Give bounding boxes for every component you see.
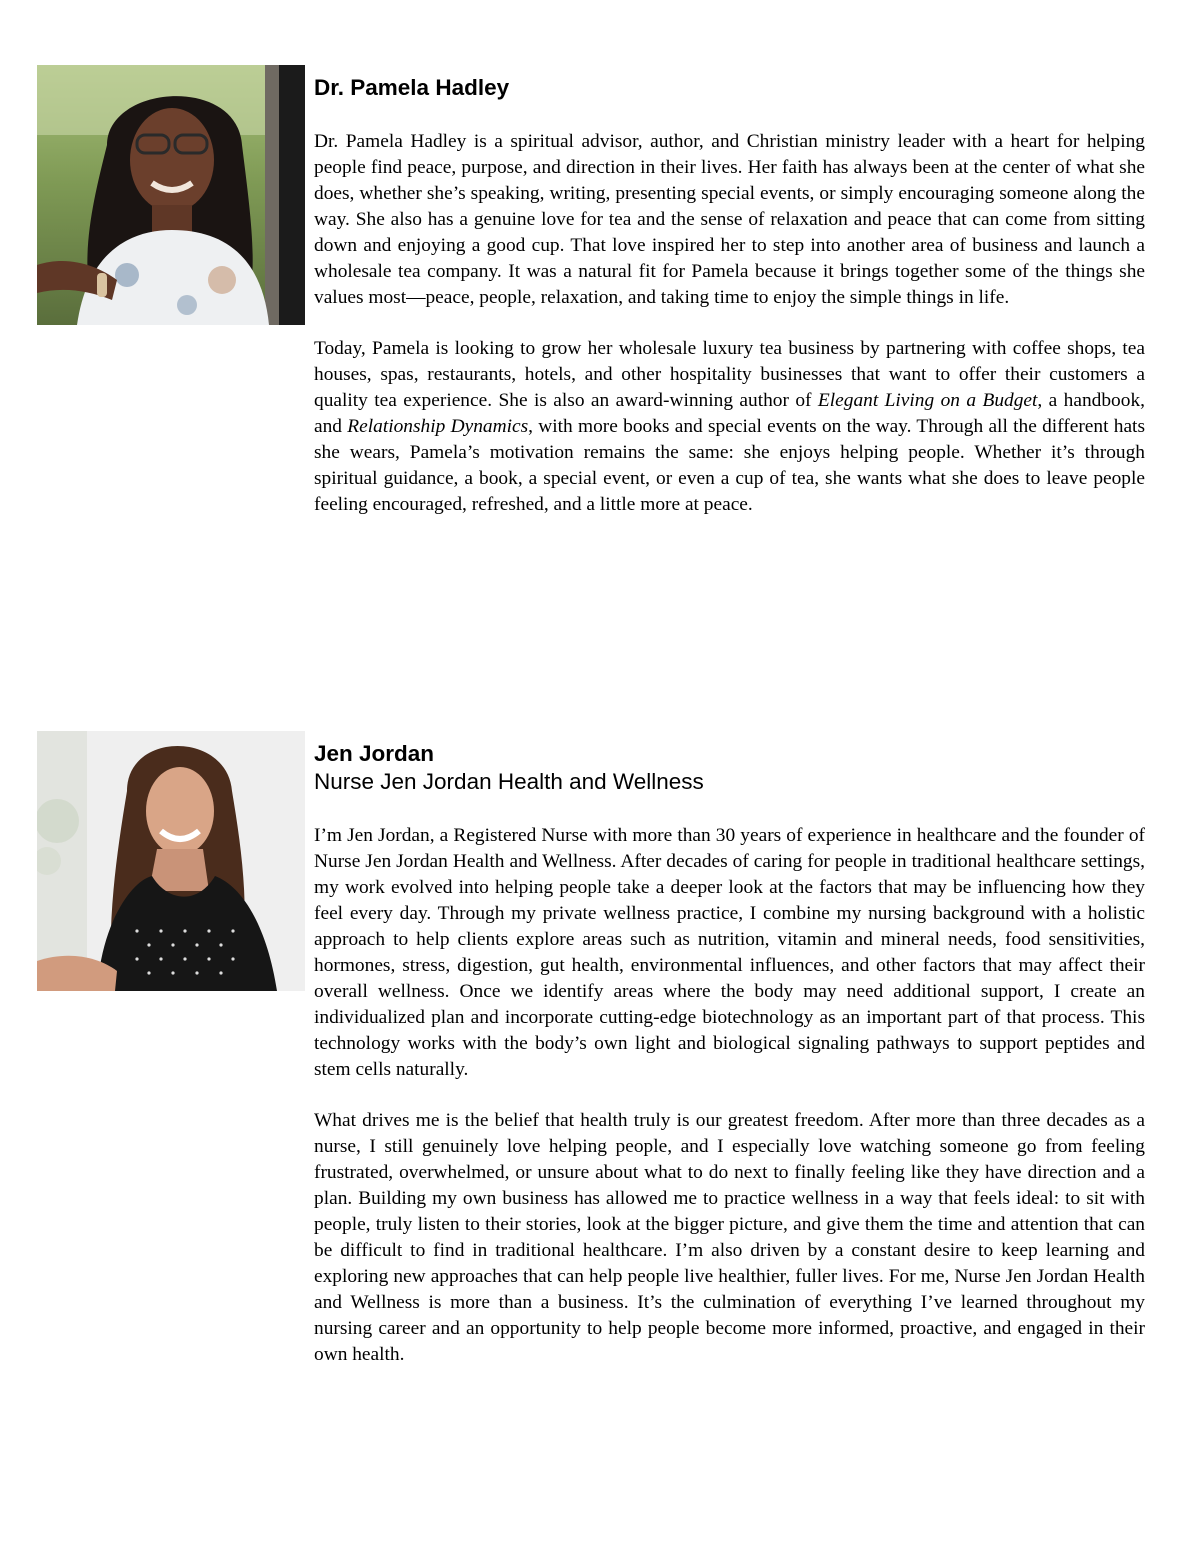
bio-paragraph-2: What drives me is the belief that health truly is our greatest freedom. After more than three decades as a nurse, I still genuinely love helping people, and I especially love watching someone go from feeling frustrated, overwhelmed, or unsure about what to do next to finally feeling like they have direction and a plan. Building my own business has allowed me to practice wellness in a way that feels ideal: to sit with people, truly listen to their stories, look at the bigger picture, and give them the time and attention that can be difficult to find in traditional healthcare. I’m also driven by a constant desire to keep learning and exploring new approaches that can help people live healthier, fuller lives. For me, Nurse Jen Jordan Health and Wellness is more than a business. It’s the culmination of everything I’ve learned throughout my nursing career and an opportunity to help people become more informed, proactive, and engaged in their own health. xyxy=(314,1110,1145,1365)
profile-photo xyxy=(37,65,305,325)
profile-name: Dr. Pamela Hadley xyxy=(314,75,510,100)
book-title: Relationship Dynamics xyxy=(347,416,529,437)
bio-paragraph-1: Dr. Pamela Hadley is a spiritual advisor, author, and Christian ministry leader with a heart for helping people find peace, purpose, and direction in their lives. Her faith has always been at the center of what she does, whether she’s speaking, writing, presenting special events, or simply encouraging someone along the way. She also has a genuine love for tea and the sense of relaxation and peace that can come from sitting down and enjoying a good cup. That love inspired her to step into another area of business and launch a wholesale tea company. It was a natural fit for Pamela because it brings together some of the things she values most—peace, people, relaxation, and taking time to enjoy the simple things in life. xyxy=(314,131,1145,308)
profile-name: Jen Jordan xyxy=(314,741,435,766)
bio-text: Today, Pamela is looking to grow her wholesale luxury tea business by partnering with coffee shops, tea houses, spas, restaurants, hotels, and other hospitality businesses that want to offer their customers a quality tea experience. She is also an award-winning author of xyxy=(314,338,1145,411)
bio-paragraph-1: I’m Jen Jordan, a Registered Nurse with more than 30 years of experience in healthcare and the founder of Nurse Jen Jordan Health and Wellness. After decades of caring for people in traditional healthcare settings, my work evolved into helping people take a deeper look at the factors that may be influencing how they feel every day. Through my private wellness practice, I combine my nursing background with a holistic approach to help clients explore areas such as nutrition, vitamin and mineral needs, food sensitivities, hormones, stress, digestion, gut health, environmental influences, and other factors that may affect their overall wellness. Once we identify areas where the body may need additional support, I create an individualized plan and incorporate cutting-edge biotechnology as an important part of that process. This technology works with the body’s own light and biological signaling pathways to support peptides and stem cells naturally. xyxy=(314,825,1145,1080)
bio-paragraph-2 xyxy=(314,336,1145,518)
company-name: Nurse Jen Jordan Health and Wellness xyxy=(314,769,704,794)
portrait-photo xyxy=(37,731,305,991)
profile-photo xyxy=(37,731,305,991)
bio-text: , a handbook, and xyxy=(314,390,1145,437)
portrait-photo xyxy=(37,65,305,325)
book-title: Elegant Living on a Budget xyxy=(817,390,1038,411)
bio-text: , with more books and special events on the way. Through all the different hats she wears, Pamela’s motivation remains the same: she enjoys helping people. Whether it’s through spiritual guidance, a book, a special event, or even a cup of tea, she wants what she does to leave people feeling encouraged, refreshed, and a little more at peace. xyxy=(314,416,1145,515)
